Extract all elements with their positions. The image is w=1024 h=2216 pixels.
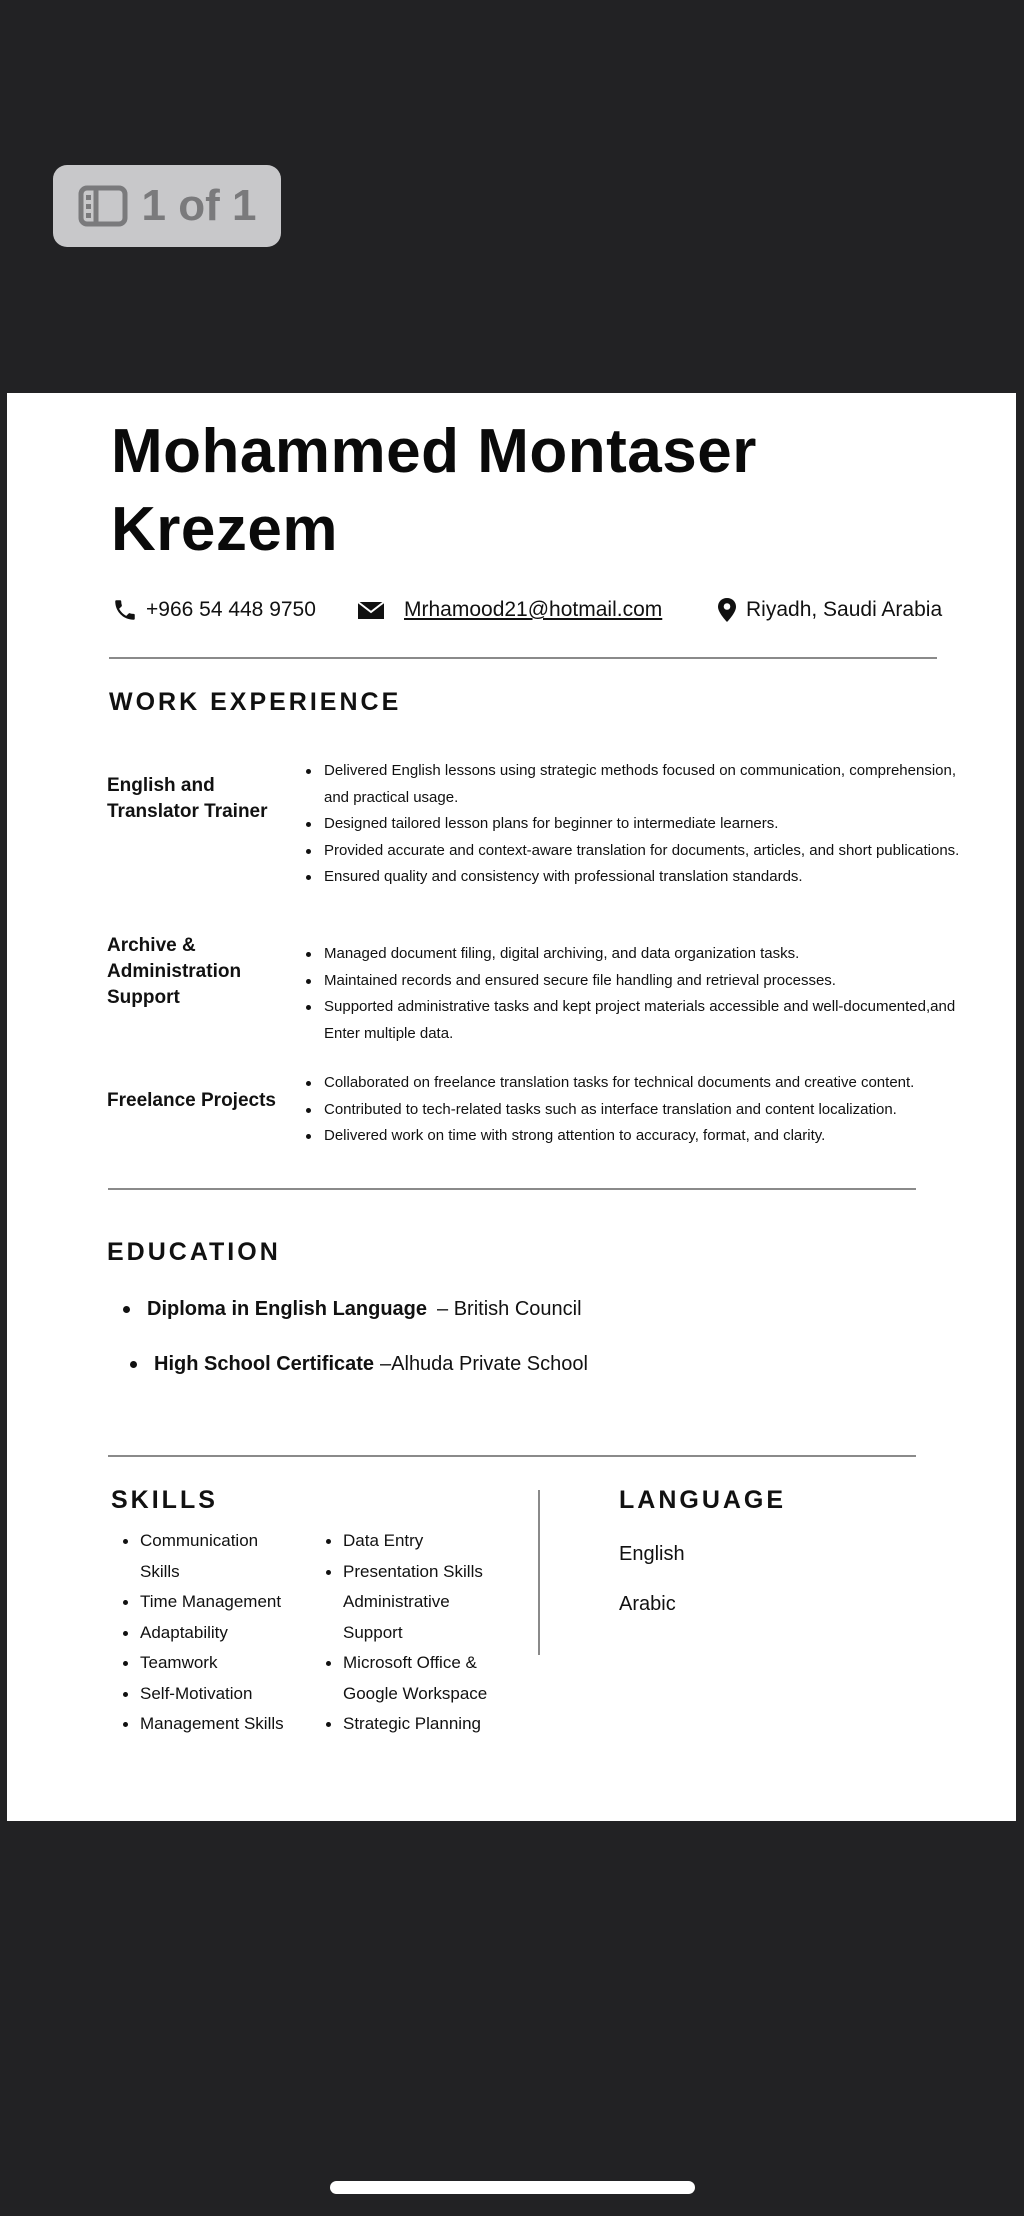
education-item: [123, 1298, 582, 1321]
skills-list-col2: [343, 1526, 487, 1740]
list-item: Delivered English lessons using strategic methods focused on communication, comprehension, and practical usage.: [324, 758, 984, 811]
list-item: Data Entry: [343, 1526, 487, 1557]
resume-name: Mohammed Montaser Krezem: [111, 417, 757, 564]
bullet-dot: [123, 1306, 130, 1313]
job-bullets: [324, 758, 984, 891]
list-item: Adaptability: [140, 1618, 284, 1649]
list-item: Ensured quality and consistency with professional translation standards.: [324, 864, 984, 891]
education-degree: High School Certificate: [154, 1353, 375, 1375]
language-item: English: [619, 1543, 685, 1565]
language-item: Arabic: [619, 1593, 676, 1615]
list-item: Skills: [140, 1561, 180, 1581]
divider: [109, 657, 937, 659]
list-item: Maintained records and ensured secure file handling and retrieval processes.: [324, 968, 984, 995]
language-heading: LANGUAGE: [619, 1486, 787, 1514]
education-institution: –Alhuda Private School: [380, 1353, 588, 1375]
contact-location: Riyadh, Saudi Arabia: [716, 596, 942, 624]
job-bullets: [324, 1070, 1004, 1150]
list-item: Presentation Skills: [343, 1557, 487, 1588]
list-item: Managed document filing, digital archiving, and data organization tasks.: [324, 941, 984, 968]
list-item: Support: [343, 1622, 403, 1642]
skills-heading: SKILLS: [111, 1486, 218, 1514]
list-item: Provided accurate and context-aware translation for documents, articles, and short publications.: [324, 838, 984, 865]
contact-email[interactable]: Mrhamood21@hotmail.com: [356, 596, 662, 624]
list-item: Teamwork: [140, 1648, 284, 1679]
list-item: Microsoft Office &: [343, 1648, 487, 1679]
job-title: English and Translator Trainer: [107, 775, 268, 822]
page-indicator[interactable]: [53, 165, 281, 247]
list-item: Contributed to tech-related tasks such as interface translation and content localization.: [324, 1097, 1004, 1124]
list-item: Time Management: [140, 1587, 284, 1618]
list-item: Designed tailored lesson plans for beginner to intermediate learners.: [324, 811, 984, 838]
list-item: Management Skills: [140, 1709, 284, 1740]
list-item: Self-Motivation: [140, 1679, 284, 1710]
contact-phone: +966 54 448 9750: [112, 596, 316, 624]
job-bullets: [324, 941, 984, 1047]
phone-icon: [112, 597, 138, 623]
list-item: Communication: [140, 1526, 284, 1557]
job-title: Freelance Projects: [107, 1090, 276, 1111]
resume-page: [7, 393, 1016, 1821]
mail-icon: [356, 599, 386, 621]
education-heading: EDUCATION: [107, 1238, 281, 1266]
list-item: Google Workspace: [343, 1683, 488, 1703]
work-experience-heading: WORK EXPERIENCE: [109, 688, 402, 716]
list-item: Administrative: [343, 1592, 450, 1611]
column-divider: [538, 1490, 540, 1655]
education-degree: Diploma in English Language: [147, 1298, 428, 1320]
list-item: Strategic Planning: [343, 1709, 487, 1740]
sidebar-pages-icon: [78, 185, 128, 227]
list-item: Delivered work on time with strong attention to accuracy, format, and clarity.: [324, 1123, 1004, 1150]
education-item: [130, 1353, 588, 1376]
bullet-dot: [130, 1361, 137, 1368]
location-pin-icon: [716, 597, 738, 623]
job-title: Archive & Administration Support: [107, 935, 242, 1008]
skills-list-col1: [140, 1526, 284, 1740]
home-indicator[interactable]: [330, 2181, 695, 2194]
page-indicator-label: 1 of 1: [141, 181, 257, 230]
education-institution: – British Council: [437, 1298, 582, 1320]
list-item: Supported administrative tasks and kept project materials accessible and well-documented,and Enter multiple data.: [324, 994, 984, 1047]
list-item: Collaborated on freelance translation tasks for technical documents and creative content.: [324, 1070, 1004, 1097]
divider: [108, 1455, 916, 1457]
divider: [108, 1188, 916, 1190]
